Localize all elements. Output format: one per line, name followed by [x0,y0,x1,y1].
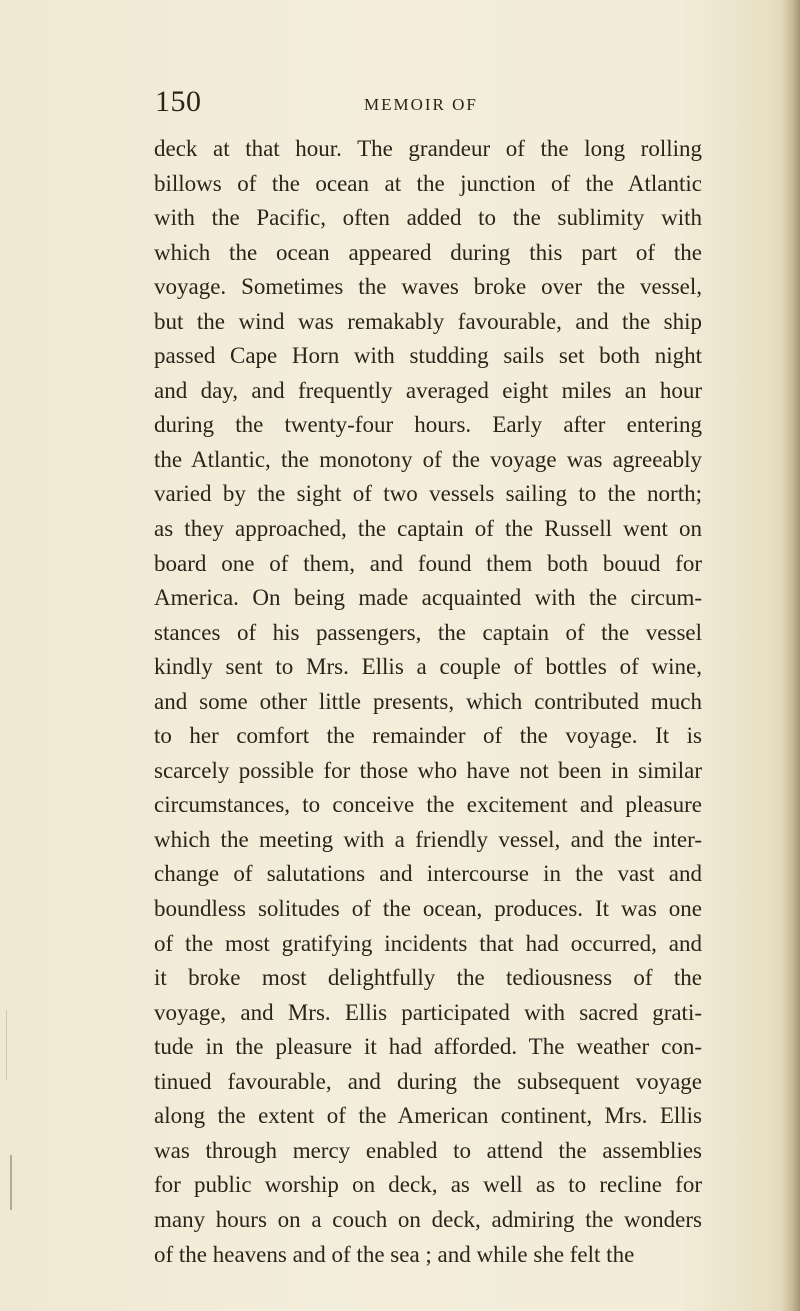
text-line: as they approached, the captain of the Russell went on [154,516,702,542]
text-line: America. On being made acquainted with the circum- [154,585,702,611]
text-line: the Atlantic, the monotony of the voyage was agreeably [154,446,702,472]
text-line: of the most gratifying incidents that had occurred, and [154,930,702,956]
text-line: which the meeting with a friendly vessel, and the inter- [154,826,702,852]
body-text [154,132,702,1272]
text-line: and some other little presents, which contributed much [154,688,702,714]
edge-mark [10,1155,12,1210]
page-header [155,85,695,125]
edge-mark [6,1010,7,1080]
text-line: and day, and frequently averaged eight miles an hour [154,377,702,403]
text-line: during the twenty-four hours. Early after entering [154,412,702,438]
text-line: but the wind was remakably favourable, and the ship [154,308,702,334]
text-line: billows of the ocean at the junction of the Atlantic [154,170,702,196]
text-line: scarcely possible for those who have not been in similar [154,757,702,783]
text-line: of the heavens and of the sea ; and while she felt the [154,1241,635,1267]
page-edge-shadow [782,0,800,1311]
text-line: tinued favourable, and during the subsequent voyage [154,1068,702,1094]
text-line: voyage, and Mrs. Ellis participated with sacred grati- [154,999,702,1025]
text-line: varied by the sight of two vessels sailing to the north; [154,481,702,507]
text-line: deck at that hour. The grandeur of the long rolling [154,136,702,161]
text-line: stances of his passengers, the captain of the vessel [154,619,702,645]
text-line: to her comfort the remainder of the voyage. It is [154,723,702,749]
page-number: 150 [155,85,202,118]
text-line: with the Pacific, often added to the sublimity with [154,205,702,231]
text-line: tude in the pleasure it had afforded. The weather con- [154,1034,702,1060]
text-line: board one of them, and found them both bouud for [154,550,702,576]
text-line: many hours on a couch on deck, admiring the wonders [154,1206,702,1232]
text-line: which the ocean appeared during this part of the [154,239,702,265]
text-line: passed Cape Horn with studding sails set both night [154,343,702,369]
text-line: boundless solitudes of the ocean, produces. It was one [154,896,702,922]
text-line: voyage. Sometimes the waves broke over the vessel, [154,274,702,300]
text-line: change of salutations and intercourse in the vast and [154,861,702,887]
text-line: circumstances, to conceive the excitement and pleasure [154,792,702,818]
text-line: kindly sent to Mrs. Ellis a couple of bottles of wine, [154,654,702,680]
text-line: for public worship on deck, as well as to recline for [154,1172,702,1198]
text-line: it broke most delightfully the tediousness of the [154,965,702,991]
text-line: was through mercy enabled to attend the assemblies [154,1137,702,1163]
running-head: MEMOIR OF [364,95,478,114]
text-line: along the extent of the American continent, Mrs. Ellis [154,1103,702,1129]
